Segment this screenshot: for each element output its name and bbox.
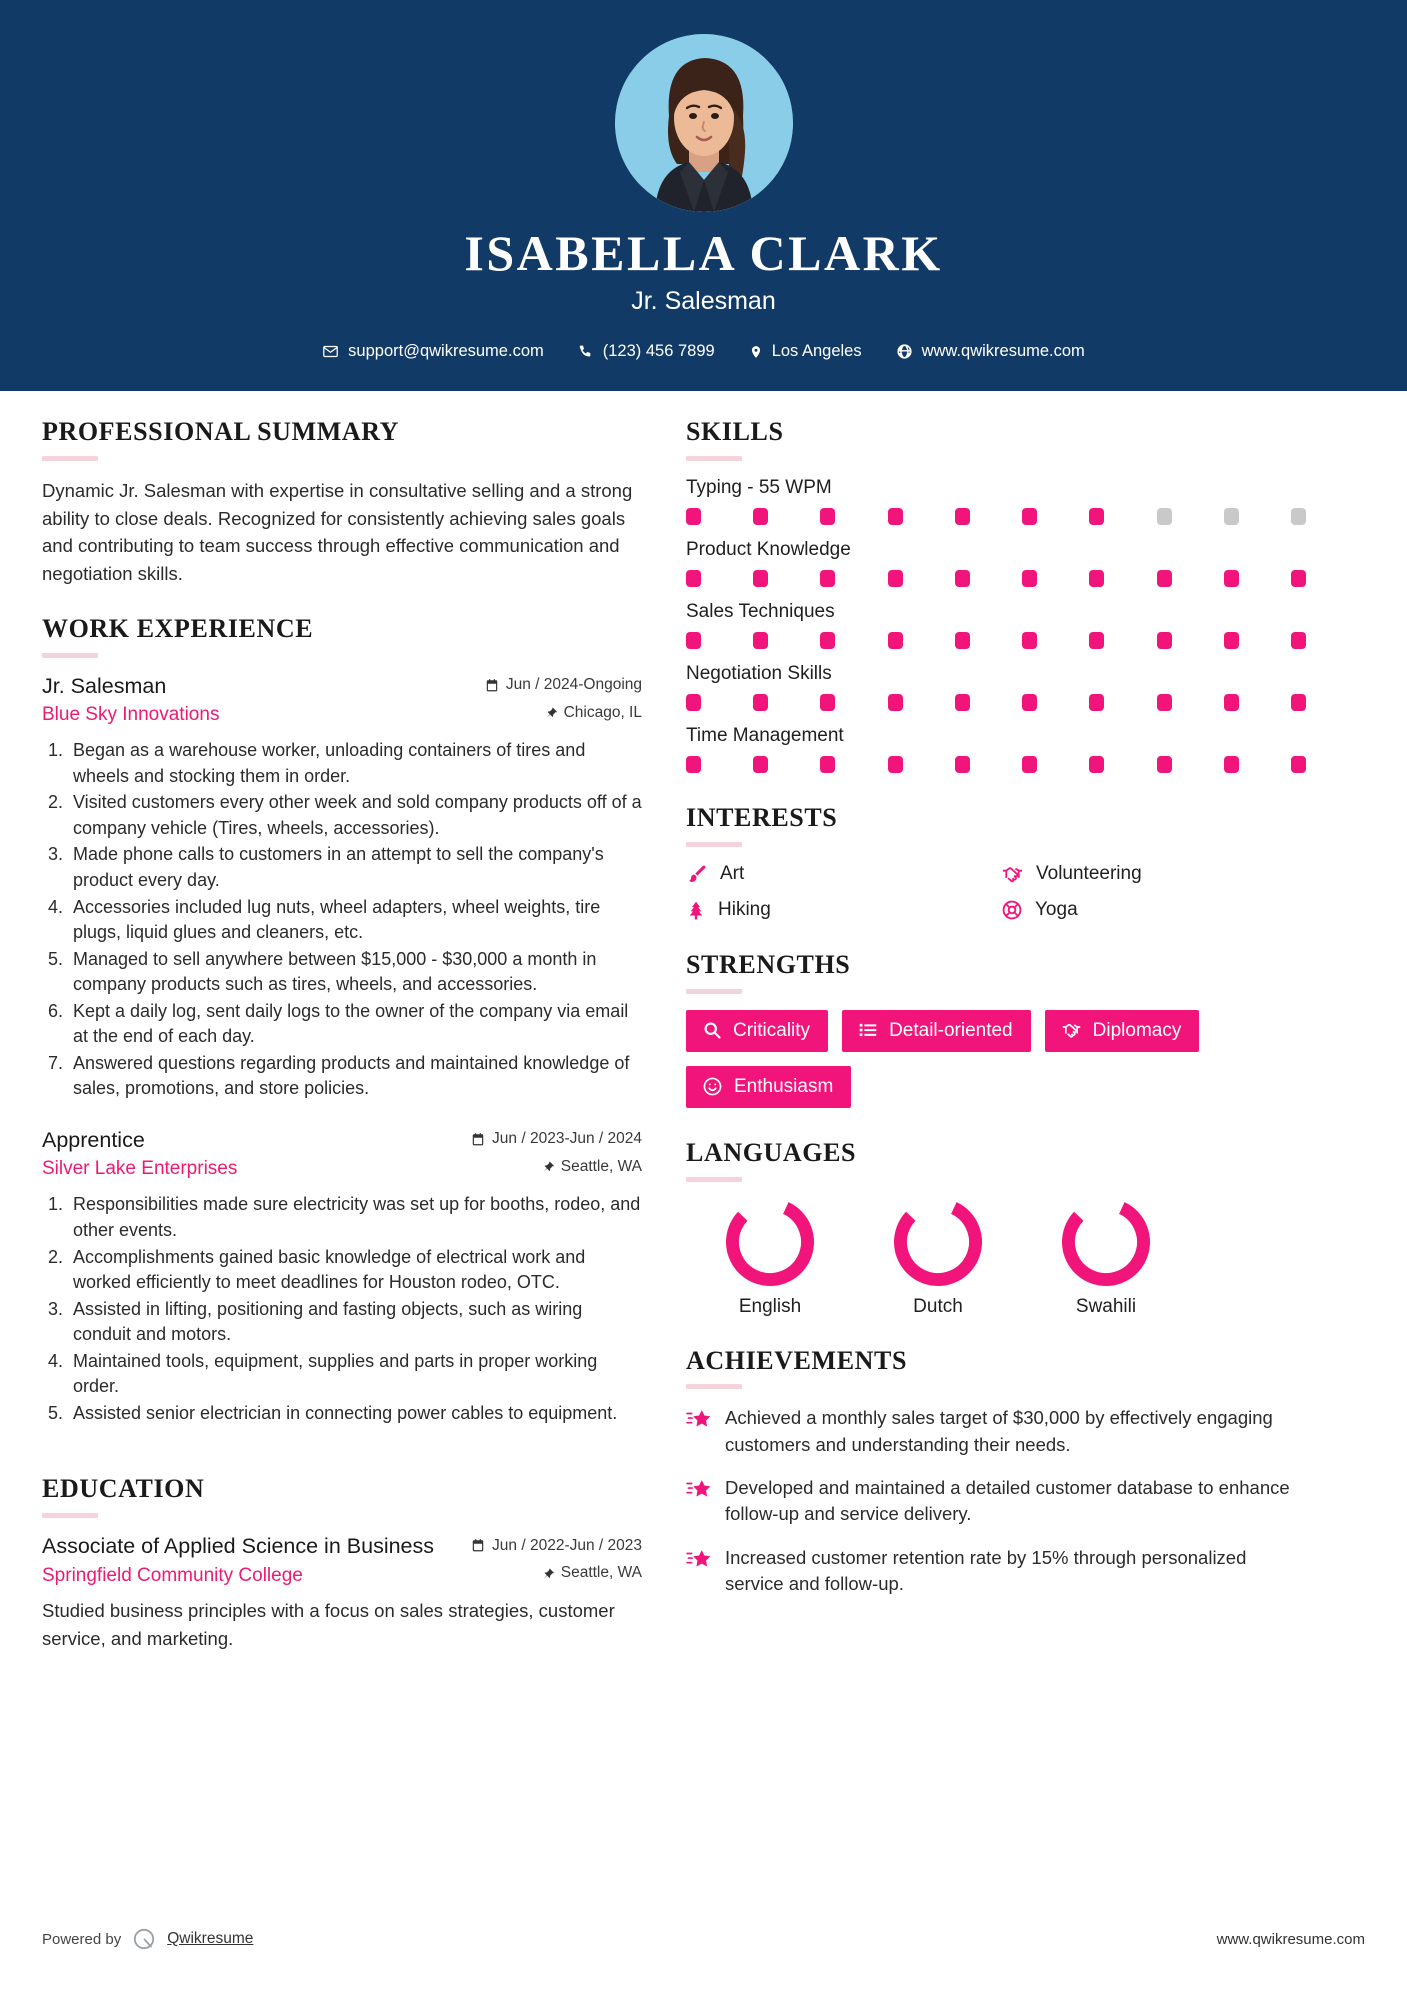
calendar-icon: [471, 1538, 485, 1553]
left-column: [42, 417, 642, 1652]
strength-label: Detail-oriented: [889, 1019, 1013, 1041]
job-role-subtitle: Jr. Salesman: [631, 287, 776, 315]
skill-dot-filled: [753, 508, 768, 525]
contact-location-value: Los Angeles: [771, 342, 862, 360]
skill-dot-filled: [1157, 694, 1172, 711]
work-bullet-list: [68, 1192, 642, 1426]
section-skills: [686, 417, 1306, 773]
skill-dot-filled: [1022, 694, 1037, 711]
language-donut-chart: [894, 1198, 982, 1286]
languages-row: [686, 1198, 1306, 1318]
language-item: [854, 1198, 1022, 1318]
skill-name: Sales Techniques: [686, 600, 835, 622]
strength-label: Enthusiasm: [734, 1075, 834, 1097]
skill-rating: [686, 756, 1306, 773]
interest-label: Volunteering: [1036, 863, 1142, 885]
skill-dot-filled: [888, 694, 903, 711]
section-heading-achievements: ACHIEVEMENTS: [686, 1345, 908, 1375]
skill-dot-filled: [753, 570, 768, 587]
section-rule: [42, 1513, 98, 1518]
skill-dot-filled: [1157, 570, 1172, 587]
work-dates: [485, 676, 642, 694]
language-donut-chart: [726, 1198, 814, 1286]
resume-body: [0, 391, 1407, 1652]
work-company: Silver Lake Enterprises: [42, 1158, 238, 1180]
handshake-icon: [1061, 1020, 1082, 1041]
skill-dot-filled: [1022, 570, 1037, 587]
education-description: Studied business principles with a focus on sales strategies, customer service, and marketing.: [42, 1599, 615, 1649]
strength-label: Diplomacy: [1092, 1019, 1182, 1041]
contact-email[interactable]: [305, 342, 561, 361]
work-entry: [42, 1128, 642, 1426]
skill-dot-filled: [1157, 632, 1172, 649]
skill-dot-filled: [888, 632, 903, 649]
work-entry-head: [42, 674, 642, 699]
work-company: Blue Sky Innovations: [42, 704, 220, 726]
interest-label: Hiking: [718, 899, 771, 921]
section-heading-skills: SKILLS: [686, 417, 784, 446]
achievement-item: [686, 1405, 1306, 1458]
strength-chip-detail-oriented: [842, 1010, 1031, 1052]
shooting-star-icon: [686, 1408, 712, 1430]
skill-dot-filled: [955, 632, 970, 649]
skill-dot-filled: [1291, 570, 1306, 587]
section-languages: [686, 1138, 1306, 1318]
skill-dot-filled: [1224, 694, 1239, 711]
skill-dot-filled: [753, 694, 768, 711]
work-bullet: 5. Assisted senior electrician in connecting power cables to equipment.: [68, 1401, 642, 1427]
contact-location[interactable]: [732, 342, 879, 361]
work-bullet: 3. Made phone calls to customers in an attempt to sell the company's product every day.: [68, 842, 642, 893]
work-dates-value: Jun / 2024-Ongoing: [505, 676, 642, 694]
pin-icon: [545, 705, 557, 720]
achievement-item: [686, 1475, 1306, 1528]
work-bullet: 2. Visited customers every other week and sold company products off of a company vehicle (Tires, wheels, accessories).: [68, 790, 642, 841]
skill-dot-filled: [820, 694, 835, 711]
skill-dot-filled: [1089, 570, 1104, 587]
smiley-icon: [702, 1076, 723, 1097]
interest-item: [1001, 899, 1306, 922]
shooting-star-icon: [686, 1548, 712, 1570]
tree-icon: [686, 899, 706, 922]
skill-dot-filled: [1022, 632, 1037, 649]
strength-chip-criticality: [686, 1010, 828, 1052]
skill-dot-filled: [955, 694, 970, 711]
work-location: [542, 1158, 642, 1176]
work-location-value: Seattle, WA: [560, 1157, 642, 1175]
skill-rating: [686, 508, 1306, 525]
skill-dot-filled: [955, 570, 970, 587]
section-heading-interests: INTERESTS: [686, 802, 838, 832]
section-heading-strengths: STRENGTHS: [686, 949, 851, 979]
language-label: Dutch: [913, 1295, 963, 1317]
location-pin-icon: [749, 343, 763, 361]
section-rule: [686, 1384, 742, 1389]
skill-dot-filled: [1291, 756, 1306, 773]
section-rule: [686, 1177, 742, 1182]
language-donut-chart: [1062, 1198, 1150, 1286]
interest-label: Yoga: [1035, 899, 1078, 921]
skill-dot-filled: [1157, 756, 1172, 773]
education-location: [542, 1564, 642, 1582]
section-heading-education: EDUCATION: [42, 1474, 205, 1504]
skill-dot-filled: [888, 508, 903, 525]
skill-dot-filled: [1224, 570, 1239, 587]
skill-name: Product Knowledge: [686, 538, 851, 560]
resume-header: [0, 0, 1407, 391]
work-entry-head: [42, 1128, 642, 1153]
section-heading-summary: PROFESSIONAL SUMMARY: [42, 417, 400, 446]
skill-dot-filled: [955, 756, 970, 773]
right-column: [686, 417, 1306, 1614]
paintbrush-icon: [686, 863, 708, 885]
achievement-item: [686, 1545, 1306, 1598]
education-degree: Associate of Applied Science in Business: [42, 1534, 435, 1559]
powered-by-block: [42, 1926, 253, 1952]
envelope-icon: [322, 343, 339, 360]
strength-chip-enthusiasm: [686, 1066, 851, 1108]
skill-dot-filled: [1089, 694, 1104, 711]
skill-dot-filled: [1089, 756, 1104, 773]
contact-website-value: www.qwikresume.com: [921, 342, 1085, 360]
language-label: English: [738, 1295, 802, 1317]
work-bullet: 6. Kept a daily log, sent daily logs to the owner of the company via email at the end of each day.: [68, 999, 642, 1050]
skills-list: [686, 477, 1306, 773]
interests-grid: [686, 863, 1306, 922]
section-strengths: [686, 950, 1306, 1108]
work-entry: [42, 674, 642, 1102]
work-job-title: Jr. Salesman: [42, 673, 167, 698]
section-rule: [686, 456, 742, 461]
contact-phone-value: (123) 456 7899: [602, 342, 715, 360]
work-location: [545, 704, 642, 722]
education-dates: [471, 1537, 642, 1555]
skill-name: Typing - 55 WPM: [686, 476, 832, 498]
skill-dot-filled: [686, 756, 701, 773]
interest-item: [686, 899, 991, 922]
section-professional-summary: [42, 417, 642, 588]
education-dates-value: Jun / 2022-Jun / 2023: [492, 1536, 642, 1554]
phone-icon: [578, 344, 594, 360]
avatar: [615, 34, 793, 212]
calendar-icon: [485, 678, 499, 693]
achievement-text: Increased customer retention rate by 15% through personalized service and follow-up.: [725, 1546, 1247, 1594]
contact-row: [0, 342, 1407, 361]
work-bullet: 5. Managed to sell anywhere between $15,000 - $30,000 a month in company products such as tires, wheels, and accessories.: [68, 947, 642, 998]
pin-icon: [542, 1566, 554, 1581]
skill-dot-filled: [686, 632, 701, 649]
work-entry-sub: [42, 704, 642, 727]
skill-dot-filled: [1089, 508, 1104, 525]
contact-email-value: support@qwikresume.com: [348, 342, 544, 360]
section-rule: [42, 653, 98, 658]
skill-dot-filled: [820, 756, 835, 773]
section-rule: [686, 842, 742, 847]
interest-label: Art: [720, 863, 745, 885]
strengths-chip-list: [686, 1010, 1306, 1108]
work-dates-value: Jun / 2023-Jun / 2024: [492, 1130, 642, 1148]
section-work-experience: [42, 614, 642, 1426]
skill-dot-filled: [888, 756, 903, 773]
profile-photo-illustration: [615, 34, 793, 212]
skill-dot-filled: [753, 632, 768, 649]
footer-url: www.qwikresume.com: [1216, 1930, 1365, 1948]
resume-footer: [0, 1926, 1407, 1952]
work-bullet: 1. Began as a warehouse worker, unloading containers of tires and wheels and stocking them in order.: [68, 738, 642, 789]
skill-dot-filled: [1022, 756, 1037, 773]
skill-dot-filled: [820, 508, 835, 525]
work-bullet: 2. Accomplishments gained basic knowledge of electrical work and worked efficiently to meet deadlines for Houston rodeo, OTC.: [68, 1245, 642, 1296]
skill-dot-filled: [1291, 632, 1306, 649]
work-entry-sub: [42, 1158, 642, 1181]
work-bullet-list: [68, 738, 642, 1102]
globe-icon: [896, 343, 913, 360]
language-item: [686, 1198, 854, 1318]
section-rule: [686, 989, 742, 994]
work-bullet: 1. Responsibilities made sure electricity was set up for booths, rodeo, and other events.: [68, 1192, 642, 1243]
section-achievements: [686, 1346, 1306, 1597]
lifebuoy-icon: [1001, 899, 1023, 921]
section-heading-work: WORK EXPERIENCE: [42, 613, 314, 643]
work-bullet: 7. Answered questions regarding products and maintained knowledge of sales, promotions, and store policies.: [68, 1051, 642, 1102]
skill-dot-filled: [1089, 632, 1104, 649]
education-location-value: Seattle, WA: [560, 1564, 642, 1582]
education-entry: [42, 1534, 642, 1652]
section-heading-languages: LANGUAGES: [686, 1137, 857, 1167]
skill-dot-filled: [1022, 508, 1037, 525]
work-job-title: Apprentice: [42, 1127, 145, 1152]
skill-dot-empty: [1291, 508, 1306, 525]
interest-item: [1001, 863, 1306, 886]
skill-dot-filled: [686, 570, 701, 587]
skill-dot-filled: [753, 756, 768, 773]
skill-dot-filled: [820, 632, 835, 649]
work-location-value: Chicago, IL: [563, 703, 642, 721]
skill-dot-filled: [686, 694, 701, 711]
work-bullet: 4. Accessories included lug nuts, wheel adapters, wheel weights, tire plugs, liquid glues and cleaners, etc.: [68, 895, 642, 946]
interest-item: [686, 863, 991, 886]
education-entry-sub: [42, 1564, 642, 1587]
calendar-icon: [471, 1132, 485, 1147]
section-rule: [42, 456, 98, 461]
skill-rating: [686, 570, 1306, 587]
skill-dot-filled: [1224, 756, 1239, 773]
skill-dot-filled: [888, 570, 903, 587]
skill-name: Negotiation Skills: [686, 662, 832, 684]
powered-by-label: Powered by: [42, 1930, 122, 1948]
work-dates: [471, 1130, 642, 1148]
skill-rating: [686, 694, 1306, 711]
shooting-star-icon: [686, 1478, 712, 1500]
language-label: Swahili: [1075, 1295, 1137, 1317]
skill-dot-filled: [1224, 632, 1239, 649]
education-school: Springfield Community College: [42, 1564, 303, 1586]
skill-dot-empty: [1224, 508, 1239, 525]
work-bullet: 4. Maintained tools, equipment, supplies and parts in proper working order.: [68, 1349, 642, 1400]
summary-text: Dynamic Jr. Salesman with expertise in consultative selling and a strong ability to close deals. Recognized for consistently achieving sales goals and contributing to team success through effective communication and negotiation skills.: [42, 479, 633, 585]
qwikresume-link[interactable]: Qwikresume: [167, 1930, 254, 1947]
education-entry-head: [42, 1534, 642, 1559]
skill-dot-filled: [955, 508, 970, 525]
contact-phone[interactable]: [561, 342, 732, 361]
magnifier-icon: [702, 1020, 722, 1040]
work-bullet: 3. Assisted in lifting, positioning and fasting objects, such as wiring conduit and motors.: [68, 1297, 642, 1348]
skill-dot-filled: [1291, 694, 1306, 711]
page-title: ISABELLA CLARK: [464, 225, 943, 281]
skill-dot-empty: [1157, 508, 1172, 525]
section-interests: [686, 803, 1306, 922]
skill-rating: [686, 632, 1306, 649]
qwikresume-q-logo-icon: [131, 1926, 157, 1952]
skill-dot-filled: [686, 508, 701, 525]
handshake-icon: [1001, 863, 1024, 886]
strength-chip-diplomacy: [1045, 1010, 1200, 1052]
language-item: [1022, 1198, 1190, 1318]
pin-icon: [542, 1159, 554, 1174]
skill-dot-filled: [820, 570, 835, 587]
strength-label: Criticality: [733, 1019, 811, 1041]
list-icon: [858, 1020, 878, 1040]
skill-name: Time Management: [686, 724, 844, 746]
contact-website[interactable]: [879, 342, 1102, 361]
achievement-text: Achieved a monthly sales target of $30,000 by effectively engaging customers and understanding their needs.: [725, 1407, 1273, 1455]
achievement-text: Developed and maintained a detailed customer database to enhance follow-up and service delivery.: [725, 1476, 1290, 1525]
section-education: [42, 1474, 642, 1652]
